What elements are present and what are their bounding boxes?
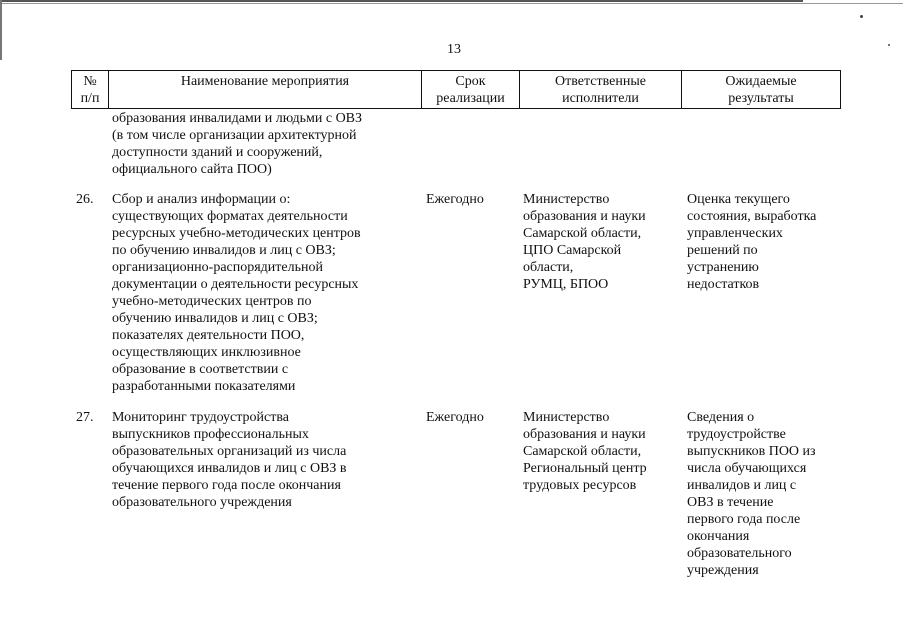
scan-speck bbox=[888, 44, 890, 46]
scan-speck bbox=[860, 15, 863, 18]
page-number: 13 bbox=[447, 42, 461, 57]
header-row bbox=[72, 71, 841, 109]
row-name: Сбор и анализ информации о: существующих форматах деятельности ресурсных учебно-методических центров по обучению инвалидов и лиц с ОВЗ; организационно-распорядительной документации о деятельности ресурсных учебно-методических центров по обучению инвалидов и лиц с ОВЗ; показателях деятельности ПОО, осуществляющих инклюзивное образование в соответствии с разработанными показателями bbox=[112, 192, 361, 394]
row-term: Ежегодно bbox=[426, 410, 484, 425]
scan-edge-top bbox=[0, 0, 803, 2]
row-num: 27. bbox=[76, 410, 94, 425]
row-num: 26. bbox=[76, 192, 94, 207]
row-name: Мониторинг трудоустройства выпускников профессиональных образовательных организаций из числа обучающихся инвалидов и лиц с ОВЗ в течение первого года после окончания образовательного учреждения bbox=[112, 410, 347, 510]
continuation-text: образования инвалидами и людьми с ОВЗ (в том числе организации архитектурной доступности зданий и сооружений, официального сайта ПОО) bbox=[112, 111, 363, 177]
scan-edge-top-secondary bbox=[0, 3, 903, 4]
header-term: Срок реализации bbox=[422, 71, 520, 109]
row-executors: Министерство образования и науки Самарской области, Региональный центр трудовых ресурсов bbox=[523, 410, 647, 493]
header-num: № п/п bbox=[72, 71, 109, 109]
table-header bbox=[71, 70, 841, 109]
scan-edge-left bbox=[0, 0, 2, 60]
header-executors: Ответственные исполнители bbox=[520, 71, 682, 109]
header-results: Ожидаемые результаты bbox=[682, 71, 841, 109]
row-executors: Министерство образования и науки Самарской области, ЦПО Самарской области, РУМЦ, БПОО bbox=[523, 192, 646, 292]
row-term: Ежегодно bbox=[426, 192, 484, 207]
row-results: Оценка текущего состояния, выработка управленческих решений по устранению недостатков bbox=[687, 192, 817, 292]
header-name: Наименование мероприятия bbox=[109, 71, 422, 109]
row-results: Сведения о трудоустройстве выпускников ПОО из числа обучающихся инвалидов и лиц с ОВЗ в течение первого года после окончания образовательного учреждения bbox=[687, 410, 816, 578]
